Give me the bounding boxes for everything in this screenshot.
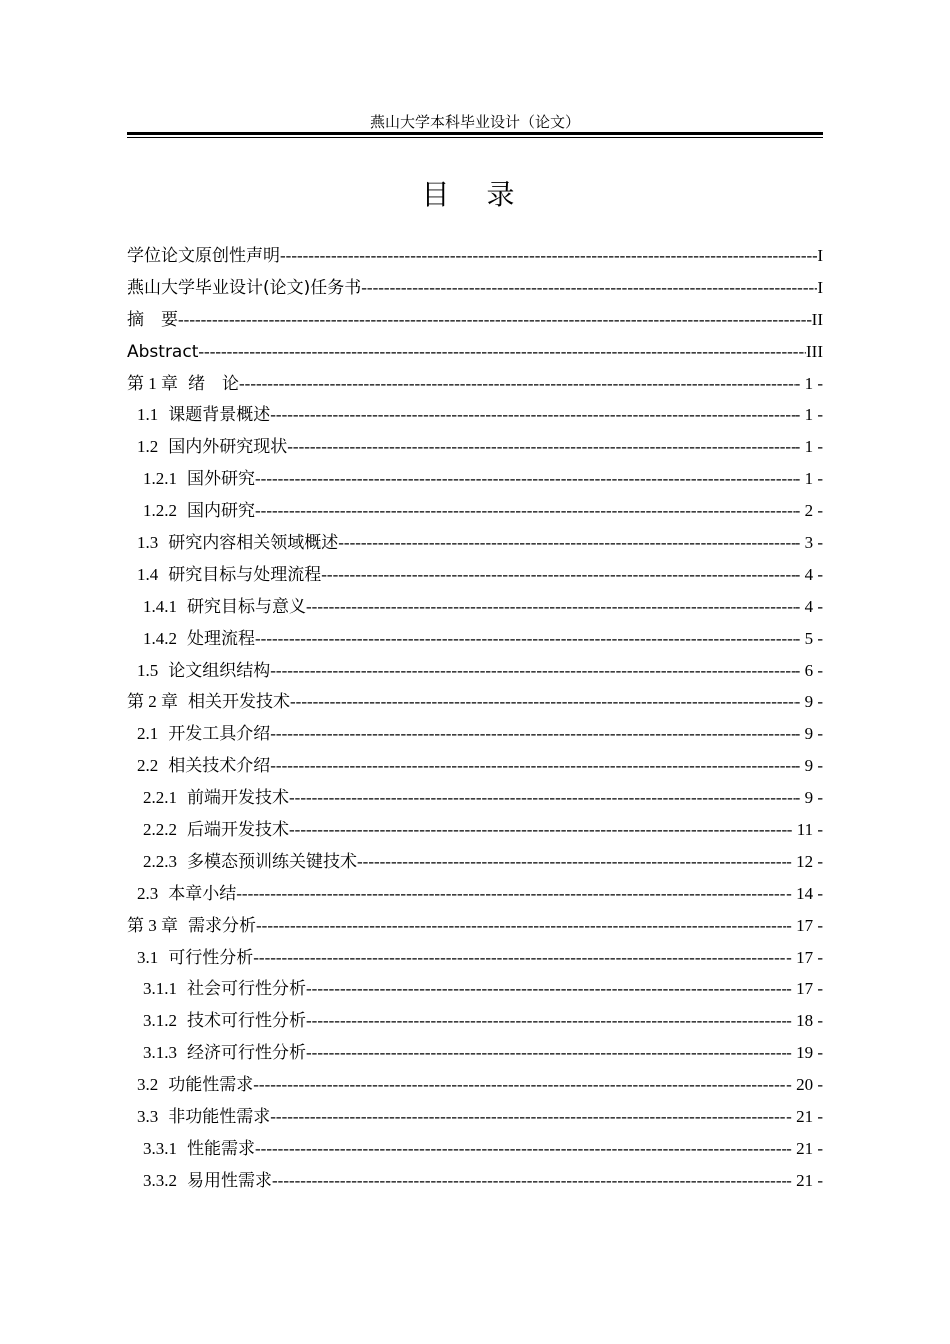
toc-entry-page: - 3 -	[794, 533, 823, 553]
toc-entry-label: 需求分析	[188, 915, 256, 936]
toc-entry-number: 2.2	[137, 756, 159, 776]
toc-entry-page: - 11 -	[786, 820, 823, 840]
toc-entry-number: 1.4.2	[143, 628, 177, 648]
header-rule-thick	[127, 132, 823, 135]
toc-entry[interactable]	[127, 718, 823, 750]
toc-leader	[306, 1037, 786, 1069]
toc-leader	[270, 750, 794, 782]
toc-leader	[287, 431, 794, 463]
toc-entry-number: 2.2.2	[143, 820, 177, 840]
toc-entry-number: 2.2.3	[143, 851, 177, 871]
toc-leader	[306, 1005, 786, 1037]
toc-entry-page: - 21 -	[786, 1107, 823, 1127]
toc-entry-label: Abstract	[127, 341, 199, 362]
toc-leader	[357, 846, 786, 878]
toc-leader	[239, 368, 795, 400]
toc-leader	[306, 973, 786, 1005]
toc-entry-page: - 1 -	[794, 373, 823, 393]
toc-leader	[270, 399, 794, 431]
toc-entry-label: 国内研究	[187, 501, 255, 522]
toc-entry-number: 3.1.1	[143, 979, 177, 999]
toc-entry-number: 第 3 章	[127, 915, 178, 935]
toc-entry-page: - 1 -	[794, 437, 823, 457]
toc-entry-number: 第 2 章	[127, 692, 178, 712]
toc-entry-page: I	[817, 277, 823, 297]
toc-entry[interactable]	[127, 1133, 823, 1165]
toc-leader	[289, 782, 795, 814]
toc-entry[interactable]	[127, 368, 823, 400]
toc-leader	[255, 495, 795, 527]
toc-entry-page: - 17 -	[786, 947, 823, 967]
toc-leader	[253, 1069, 786, 1101]
toc-entry-page: - 18 -	[786, 1011, 823, 1031]
table-of-contents	[127, 240, 823, 1197]
toc-entry-page: - 21 -	[786, 1138, 823, 1158]
toc-entry[interactable]	[127, 814, 823, 846]
toc-entry-page: - 6 -	[794, 660, 823, 680]
toc-entry-number: 1.4.1	[143, 596, 177, 616]
toc-entry[interactable]	[127, 1037, 823, 1069]
toc-entry-number: 1.5	[137, 660, 159, 680]
toc-entry[interactable]	[127, 1069, 823, 1101]
toc-entry-label: 前端开发技术	[187, 788, 289, 809]
toc-entry-page: - 20 -	[786, 1075, 823, 1095]
toc-entry[interactable]	[127, 910, 823, 942]
toc-entry-label: 研究目标与处理流程	[168, 564, 322, 585]
toc-entry[interactable]	[127, 272, 823, 304]
toc-entry-number: 1.2.1	[143, 469, 177, 489]
toc-entry-label: 开发工具介绍	[168, 724, 271, 745]
toc-entry-label: 摘 要	[127, 309, 178, 330]
toc-leader	[270, 655, 794, 687]
toc-entry-label: 多模态预训练关键技术	[187, 851, 357, 872]
toc-entry[interactable]	[127, 591, 823, 623]
toc-entry-page: - 21 -	[786, 1170, 823, 1190]
toc-entry-page: - 1 -	[794, 405, 823, 425]
toc-leader	[361, 272, 817, 304]
toc-leader	[272, 1165, 786, 1197]
toc-entry[interactable]	[127, 686, 823, 718]
toc-entry-page: - 5 -	[794, 628, 823, 648]
toc-entry[interactable]	[127, 399, 823, 431]
toc-entry-label: 处理流程	[187, 628, 255, 649]
toc-entry[interactable]	[127, 240, 823, 272]
toc-entry[interactable]	[127, 495, 823, 527]
toc-entry[interactable]	[127, 846, 823, 878]
toc-leader	[255, 623, 795, 655]
toc-entry[interactable]	[127, 304, 823, 336]
toc-leader	[255, 463, 795, 495]
toc-entry[interactable]	[127, 655, 823, 687]
toc-leader	[236, 878, 786, 910]
toc-entry[interactable]	[127, 1165, 823, 1197]
toc-entry-number: 1.3	[137, 533, 159, 553]
toc-entry-label: 可行性分析	[168, 947, 254, 968]
toc-entry-page: - 17 -	[786, 979, 823, 999]
toc-entry-number: 1.2.2	[143, 501, 177, 521]
toc-leader	[338, 527, 794, 559]
toc-entry-page: - 9 -	[794, 756, 823, 776]
toc-entry-page: II	[811, 309, 823, 329]
toc-entry-number: 3.3.2	[143, 1170, 177, 1190]
toc-entry-page: - 4 -	[794, 596, 823, 616]
toc-leader	[280, 240, 817, 272]
toc-entry-label: 燕山大学毕业设计(论文)任务书	[127, 277, 362, 298]
toc-entry-number: 3.3.1	[143, 1138, 177, 1158]
toc-entry-number: 1.2	[137, 437, 159, 457]
toc-entry-page: - 4 -	[794, 564, 823, 584]
toc-entry[interactable]	[127, 336, 823, 368]
toc-leader	[256, 910, 786, 942]
toc-leader	[289, 814, 787, 846]
toc-entry-label: 学位论文原创性声明	[127, 246, 280, 266]
toc-entry-label: 社会可行性分析	[187, 979, 306, 1000]
toc-entry[interactable]	[127, 878, 823, 910]
toc-entry-number: 2.1	[137, 724, 159, 744]
toc-entry-page: - 2 -	[794, 501, 823, 521]
toc-entry-label: 相关开发技术	[188, 692, 290, 713]
toc-leader	[253, 942, 786, 974]
toc-leader	[178, 304, 812, 336]
toc-entry-label: 相关技术介绍	[168, 756, 271, 777]
toc-entry-label: 功能性需求	[168, 1075, 254, 1096]
toc-entry[interactable]	[127, 1005, 823, 1037]
toc-entry-label: 研究目标与意义	[187, 596, 306, 617]
toc-entry[interactable]	[127, 623, 823, 655]
toc-entry-number: 1.1	[137, 405, 159, 425]
toc-entry-label: 研究内容相关领域概述	[168, 533, 339, 554]
toc-leader	[255, 1133, 786, 1165]
toc-entry-number: 2.3	[137, 883, 159, 903]
toc-entry[interactable]	[127, 431, 823, 463]
toc-entry-number: 3.2	[137, 1075, 159, 1095]
toc-title: 目 录	[421, 178, 529, 211]
toc-entry-page: - 1 -	[794, 469, 823, 489]
toc-entry[interactable]	[127, 942, 823, 974]
toc-entry-number: 3.1.3	[143, 1043, 177, 1063]
toc-entry-label: 国外研究	[187, 469, 255, 490]
toc-entry-label: 本章小结	[168, 883, 237, 904]
toc-leader	[306, 591, 795, 623]
toc-entry-label: 后端开发技术	[187, 820, 289, 841]
toc-entry[interactable]	[127, 463, 823, 495]
toc-entry-page: - 9 -	[794, 788, 823, 808]
toc-entry-label: 论文组织结构	[168, 660, 271, 681]
toc-entry-label: 国内外研究现状	[168, 437, 288, 458]
toc-entry-page: - 9 -	[794, 724, 823, 744]
toc-entry-label: 性能需求	[187, 1138, 255, 1159]
toc-entry-number: 3.1	[137, 947, 159, 967]
toc-entry-page: - 17 -	[786, 915, 823, 935]
toc-entry[interactable]	[127, 973, 823, 1005]
toc-entry-page: III	[806, 341, 823, 361]
toc-entry[interactable]	[127, 559, 823, 591]
toc-leader	[198, 336, 806, 368]
header-rule-thin	[127, 137, 823, 138]
toc-entry[interactable]	[127, 750, 823, 782]
toc-entry-number: 3.1.2	[143, 1011, 177, 1031]
toc-entry-label: 易用性需求	[187, 1170, 272, 1191]
toc-entry-number: 2.2.1	[143, 788, 177, 808]
toc-entry[interactable]	[127, 527, 823, 559]
toc-leader	[270, 718, 794, 750]
toc-entry-number: 1.4	[137, 564, 159, 584]
toc-entry-page: - 12 -	[786, 851, 823, 871]
toc-entry-number: 第 1 章	[127, 373, 178, 393]
toc-entry-page: - 14 -	[786, 883, 823, 903]
toc-entry-page: - 19 -	[786, 1043, 823, 1063]
toc-leader	[270, 1101, 786, 1133]
toc-entry-label: 课题背景概述	[168, 405, 271, 426]
toc-entry-label: 技术可行性分析	[187, 1011, 306, 1032]
toc-entry[interactable]	[127, 1101, 823, 1133]
toc-entry-label: 经济可行性分析	[187, 1043, 306, 1064]
running-header: 燕山大学本科毕业设计（论文）	[369, 113, 580, 131]
toc-entry-label: 绪 论	[188, 373, 239, 394]
toc-entry-page: I	[817, 246, 823, 265]
toc-entry-label: 非功能性需求	[168, 1107, 271, 1128]
toc-entry[interactable]	[127, 782, 823, 814]
toc-entry-number: 3.3	[137, 1107, 159, 1127]
toc-leader	[321, 559, 794, 591]
toc-entry-page: - 9 -	[794, 692, 823, 712]
toc-leader	[290, 686, 795, 718]
